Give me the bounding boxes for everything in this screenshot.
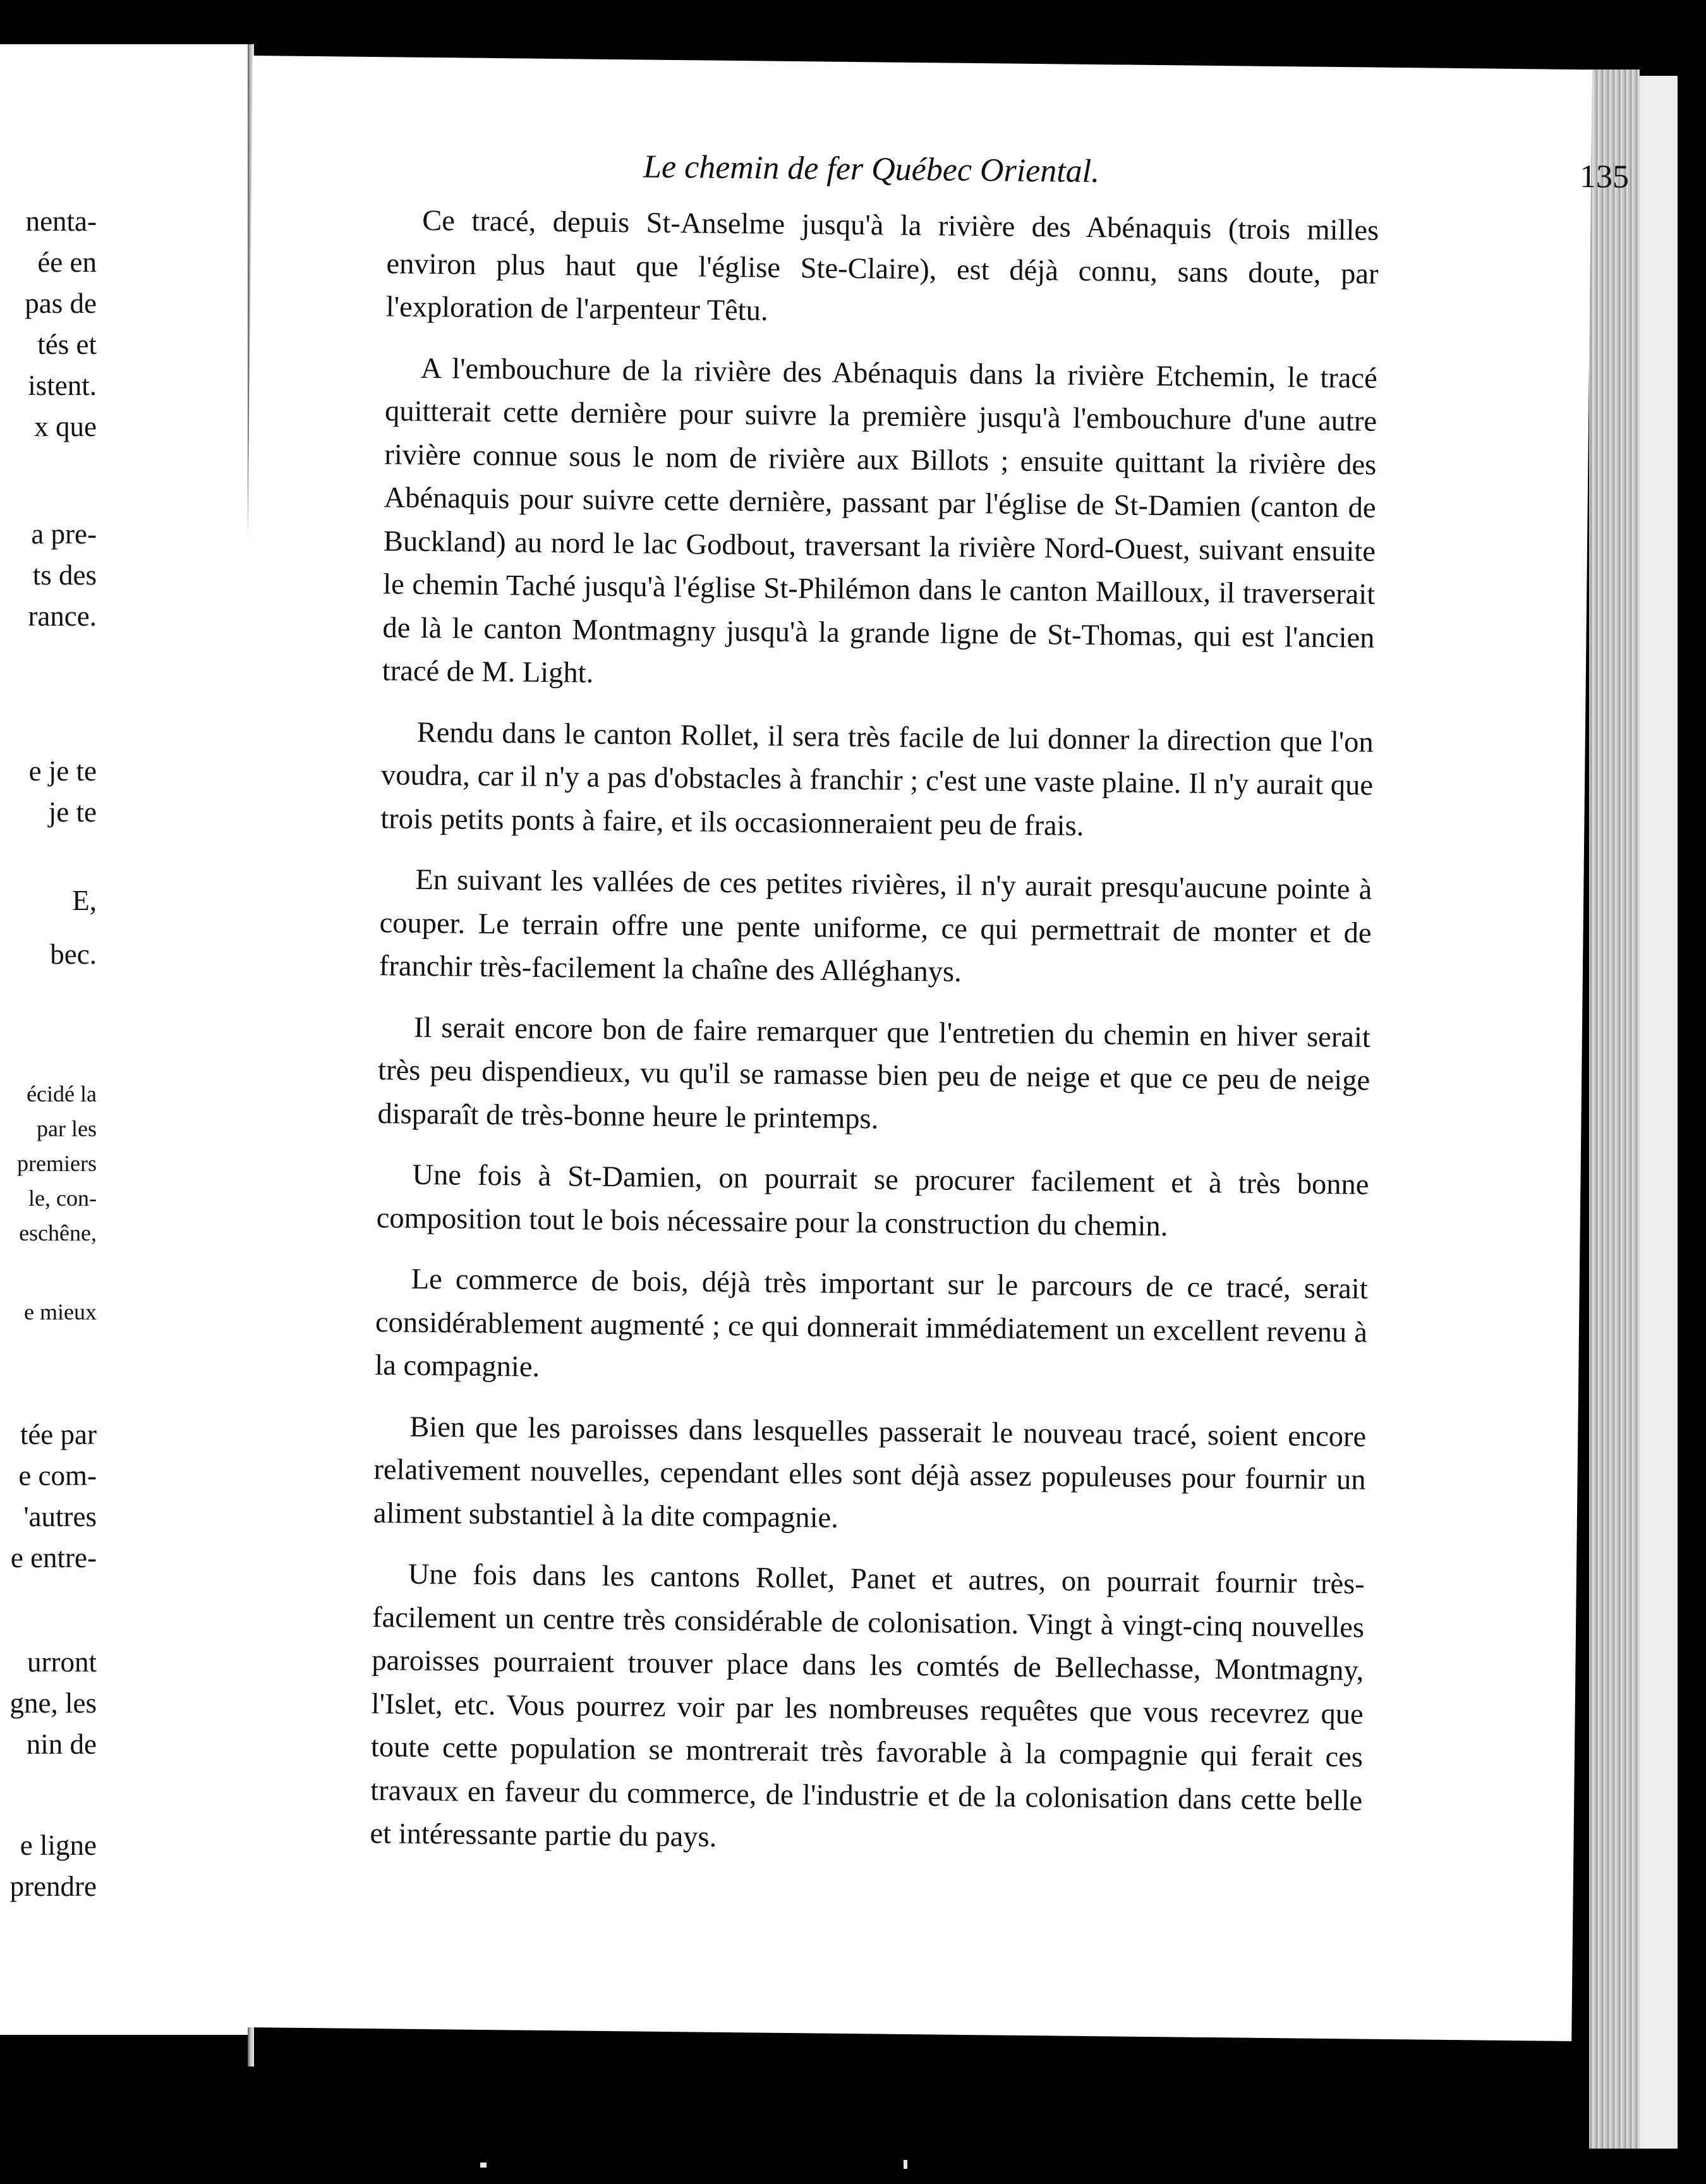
left-page-line: tés et <box>37 329 97 360</box>
left-page-line: par les <box>37 1116 97 1141</box>
left-page-line: tée par <box>20 1419 97 1450</box>
paragraph: Le commerce de bois, déjà très important sur le parcours de ce tracé, serait considérablement augmenté ; ce qui donnerait immédiatement un excellent revenu à la compagnie. <box>375 1263 1368 1383</box>
left-page-line: pas de <box>25 288 97 319</box>
page-edge-margin <box>1640 76 1678 2161</box>
paragraph: Bien que les paroisses dans lesquelles passerait le nouveau tracé, soient encore relativement nouvelles, cependant elles sont déjà assez populeuses pour fournir un aliment substantiel à la dite compagnie. <box>373 1410 1367 1534</box>
paragraph: Ce tracé, depuis St-Anselme jusqu'à la rivière des Abénaquis (trois milles environ plus haut que l'église Ste-Claire), est déjà connu, sans doute, par l'exploration de l'arpenteur Têtu. <box>385 204 1379 327</box>
scan-bottom-border <box>0 2149 1706 2184</box>
paragraph: Rendu dans le canton Rollet, il sera très facile de lui donner la direction que l'on voudra, car il n'y a pas d'obstacles à franchir ; c'est une vaste plaine. Il n'y aurait que trois petits ponts à faire, et ils occasionneraient peu de frais. <box>380 716 1374 842</box>
left-page-line: e je te <box>28 755 97 787</box>
left-page-line: ée en <box>37 246 97 278</box>
page-number: 135 <box>1579 159 1630 195</box>
left-page-line: nin de <box>26 1728 97 1760</box>
paragraph: En suivant les vallées de ces petites rivières, il n'y aurait presqu'aucune pointe à couper. Le terrain offre une pente uniforme, ce qui permettrait de monter et de franchir très-facilement la chaîne des Alléghanys. <box>378 863 1372 988</box>
left-page-line: istent. <box>28 370 97 401</box>
scan-speck <box>480 2163 487 2168</box>
left-page-line: le, con- <box>28 1186 97 1211</box>
left-page-line: bec. <box>50 938 97 970</box>
paragraph: Une fois à St-Damien, on pourrait se procurer facilement et à très bonne composition tout le bois nécessaire pour la construction du chemin. <box>376 1158 1369 1242</box>
left-page-line: écidé la <box>27 1081 97 1107</box>
left-page <box>0 44 250 2035</box>
left-page-line: rance. <box>28 600 97 632</box>
left-page-line: je te <box>48 796 97 828</box>
left-page-line: premiers <box>17 1151 97 1176</box>
left-page-line: x que <box>34 411 97 442</box>
page-edge <box>1589 70 1640 2155</box>
paragraph: Il serait encore bon de faire remarquer que l'entretien du chemin en hiver serait très peu dispendieux, vu qu'il se ramasse bien peu de neige et que ce peu de neige disparaît de très-bonne heure le printemps. <box>377 1011 1371 1135</box>
left-page-line: a pre- <box>31 518 97 550</box>
left-page-line: 'autres <box>23 1501 97 1532</box>
left-page-line: urront <box>27 1646 97 1678</box>
running-head <box>643 148 1630 209</box>
left-page-line: e entre- <box>10 1542 97 1574</box>
paragraph: Une fois dans les cantons Rollet, Panet et autres, on pourrait fournir très-facilement un centre très considérable de colonisation. Vingt à vingt-cinq nouvelles paroisses pourraient trouver place dans les comtés de Bellechasse, Montmagny, l'Islet, etc. Vous pourrez voir par les nombreuses requêtes que vous recevrez que toute cette population se montrerait très favorable à la compagnie qui ferait ces travaux en faveur du commerce, de l'industrie et de la colonisation dans cette belle et intéressante partie du pays. <box>370 1558 1365 1853</box>
left-page-line: e ligne <box>20 1829 97 1861</box>
left-page-line: eschêne, <box>19 1220 97 1246</box>
body-text <box>370 199 1379 1884</box>
scan-speck <box>904 2160 907 2169</box>
left-page-line: e com- <box>18 1460 97 1491</box>
left-page-line: ts des <box>32 559 97 591</box>
running-title: Le chemin de fer Québec Oriental. <box>643 149 1100 190</box>
right-page <box>232 56 1630 2041</box>
left-page-line: gne, les <box>9 1687 97 1719</box>
left-page-line: e mieux <box>24 1299 97 1325</box>
left-page-line: E, <box>72 885 97 916</box>
paragraph: A l'embouchure de la rivière des Abénaquis dans la rivière Etchemin, le tracé quitterait cette dernière pour suivre la première jusqu'à l'embouchure d'une autre rivière connue sous le nom de rivière aux Billots ; ensuite quittant la rivière des Abénaquis pour suivre cette dernière, passant par l'église de St-Damien (canton de Buckland) au nord le lac Godbout, traversant la rivière Nord-Ouest, suivant ensuite le chemin Taché jusqu'à l'église St-Philémon dans le canton Mailloux, il traverserait de là le canton Montmagny jusqu'à la grande ligne de St-Thomas, qui est l'ancien tracé de M. Light. <box>382 352 1378 689</box>
left-page-line: nenta- <box>25 205 97 237</box>
left-page-line: prendre <box>9 1871 97 1902</box>
